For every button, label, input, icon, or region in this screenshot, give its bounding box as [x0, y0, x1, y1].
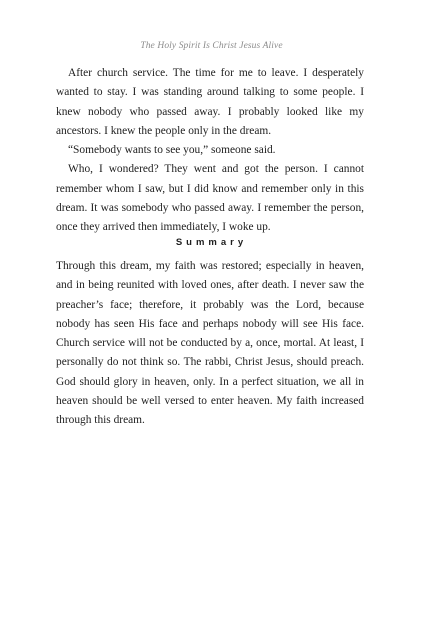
summary-text	[56, 257, 364, 431]
running-header: The Holy Spirit Is Christ Jesus Alive	[140, 41, 283, 51]
summary-paragraph: Through this dream, my faith was restored; especially in heaven, and in being reunited with loved ones, after death. I never saw the preacher’s face; therefore, it probably was the Lord, because nobody has seen His face and perhaps nobody will see His face. Church service will not be conducted by a, once, mortal. At least, I personally do not think so. The rabbi, Christ Jesus, should preach. God should glory in heaven, only. In a perfect situation, we all in heaven should be well versed to enter heaven. My faith increased through this dream.	[56, 260, 364, 427]
body-paragraph-3: Who, I wondered? They went and got the person. I cannot remember whom I saw, but I did know and remember only in this dream. It was somebody who passed away. I remember the person, once they arrived then immediately, I woke up.	[56, 163, 364, 234]
summary-heading: Summary	[175, 237, 248, 248]
body-text	[56, 64, 364, 238]
body-paragraph-2: “Somebody wants to see you,” someone said.	[68, 144, 276, 157]
body-paragraph-1: After church service. The time for me to leave. I desperately wanted to stay. I was standing around talking to some people. I knew nobody who passed away. I probably looked like my ancestors. I knew the people only in the dream.	[56, 67, 364, 137]
